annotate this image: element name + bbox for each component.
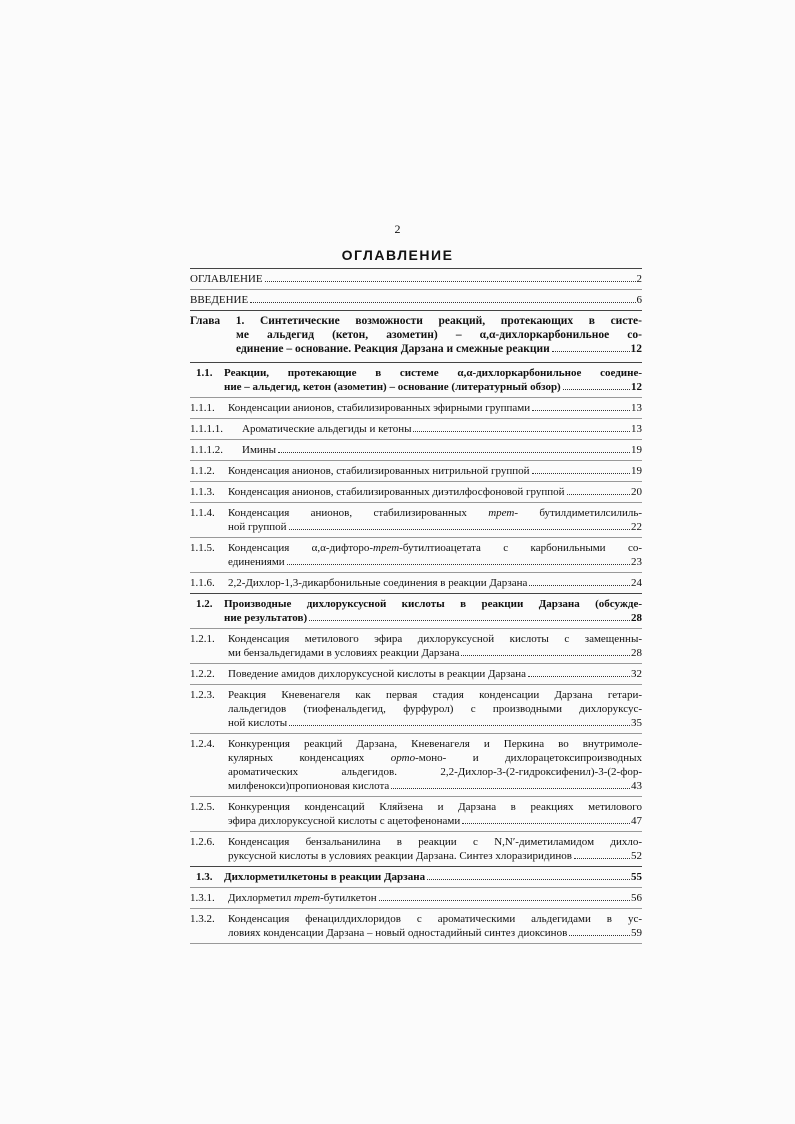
page-ref: 19 <box>631 465 642 477</box>
page-ref: 20 <box>631 486 642 498</box>
page-ref: 22 <box>631 521 642 533</box>
page-ref: 28 <box>631 647 642 659</box>
page-ref: 12 <box>631 381 642 393</box>
page-ref: 12 <box>630 343 642 355</box>
page-ref: 55 <box>631 871 642 883</box>
toc-entry-1-1[interactable]: 1.1. Реакции, протекающие в системе α,α-дихлоркарбонильное соедине- ние – альдегид, кетон (азометин) – основание (литературный обзор) 12 <box>190 362 642 397</box>
page-ref: 47 <box>631 815 642 827</box>
toc-entry-1-3[interactable]: 1.3. Дихлорметилкетоны в реакции Дарзана 55 <box>190 866 642 887</box>
page-ref: 23 <box>631 556 642 568</box>
page-number: 2 <box>394 222 401 236</box>
toc-entry-1-1-2[interactable]: 1.1.2. Конденсация анионов, стабилизированных нитрильной группой 19 <box>190 460 642 481</box>
toc-entry-1-1-1-1[interactable]: 1.1.1.1. Ароматические альдегиды и кетоны 13 <box>190 418 642 439</box>
toc-entry-1-2-4[interactable]: 1.2.4. Конкуренция реакций Дарзана, Кневенагеля и Перкина во внутримоле- кулярных конденсациях орто-моно- и дихлорацетоксипроизводных ароматических альдегидов. 2,2-Дихлор-3-(2-гидроксифенил)-3-(2-фор- милфенокси)пропионовая кислота 43 <box>190 733 642 796</box>
toc-entry-1-2-3[interactable]: 1.2.3. Реакция Кневенагеля как первая стадия конденсации Дарзана гетари- лальдегидов (тиофенальдегид, фурфурол) с производными дихлоруксус- ной кислоты 35 <box>190 684 642 733</box>
toc-entry-1-1-4[interactable]: 1.1.4. Конденсация анионов, стабилизированных трет- бутилдиметилсилиль- ной группой 22 <box>190 502 642 537</box>
toc-entry-chapter-1[interactable]: Глава 1. Синтетические возможности реакций, протекающих в систе- ме альдегид (кетон, азометин) – α,α-дихлоркарбонильное со- единение – основание. Реакция Дарзана и смежные реакции 12 <box>190 310 642 359</box>
toc-entry-oglavlenie[interactable]: ОГЛАВЛЕНИЕ 2 <box>190 268 642 289</box>
page-ref: 32 <box>631 668 642 680</box>
page-ref: 56 <box>631 892 642 904</box>
page-ref: 52 <box>631 850 642 862</box>
page-ref: 13 <box>631 402 642 414</box>
page-ref: 6 <box>636 294 642 306</box>
toc-entry-1-1-5[interactable]: 1.1.5. Конденсация α,α-дифторо-трет-бутилтиоацетата с карбонильными со- единениями 23 <box>190 537 642 572</box>
document-title: ОГЛАВЛЕНИЕ <box>341 247 454 263</box>
page-ref: 59 <box>631 927 642 939</box>
toc-entry-1-1-3[interactable]: 1.1.3. Конденсация анионов, стабилизированных диэтилфосфоновой группой 20 <box>190 481 642 502</box>
toc-entry-1-2-1[interactable]: 1.2.1. Конденсация метилового эфира дихлоруксусной кислоты с замещенны- ми бензальдегидами в условиях реакции Дарзана 28 <box>190 628 642 663</box>
toc-entry-1-2[interactable]: 1.2. Производные дихлоруксусной кислоты в реакции Дарзана (обсужде- ние результатов) 28 <box>190 593 642 628</box>
toc-entry-1-2-2[interactable]: 1.2.2. Поведение амидов дихлоруксусной кислоты в реакции Дарзана 32 <box>190 663 642 684</box>
page-ref: 24 <box>631 577 642 589</box>
table-of-contents <box>190 268 642 944</box>
toc-entry-1-1-6[interactable]: 1.1.6. 2,2-Дихлор-1,3-дикарбонильные соединения в реакции Дарзана 24 <box>190 572 642 593</box>
page-ref: 19 <box>631 444 642 456</box>
toc-entry-1-2-5[interactable]: 1.2.5. Конкуренция конденсаций Кляйзена и Дарзана в реакциях метилового эфира дихлоруксусной кислоты с ацетофенонами 47 <box>190 796 642 831</box>
page-ref: 43 <box>631 780 642 792</box>
toc-entry-1-1-1-2[interactable]: 1.1.1.2. Имины 19 <box>190 439 642 460</box>
page-ref: 35 <box>631 717 642 729</box>
toc-entry-1-3-2[interactable]: 1.3.2. Конденсация фенацилдихлоридов с ароматическими альдегидами в ус- ловиях конденсации Дарзана – новый одностадийный синтез диоксинов 59 <box>190 908 642 944</box>
page-ref: 2 <box>636 273 642 285</box>
page-ref: 13 <box>631 423 642 435</box>
toc-entry-1-2-6[interactable]: 1.2.6. Конденсация бензальанилина в реакции с N,N′-диметиламидом дихло- руксусной кислоты в условиях реакции Дарзана. Синтез хлоразиридинов 52 <box>190 831 642 866</box>
toc-entry-1-3-1[interactable]: 1.3.1. Дихлорметил трет-бутилкетон 56 <box>190 887 642 908</box>
toc-entry-vvedenie[interactable]: ВВЕДЕНИЕ 6 <box>190 289 642 310</box>
page-ref: 28 <box>631 612 642 624</box>
toc-entry-1-1-1[interactable]: 1.1.1. Конденсации анионов, стабилизированных эфирными группами 13 <box>190 397 642 418</box>
